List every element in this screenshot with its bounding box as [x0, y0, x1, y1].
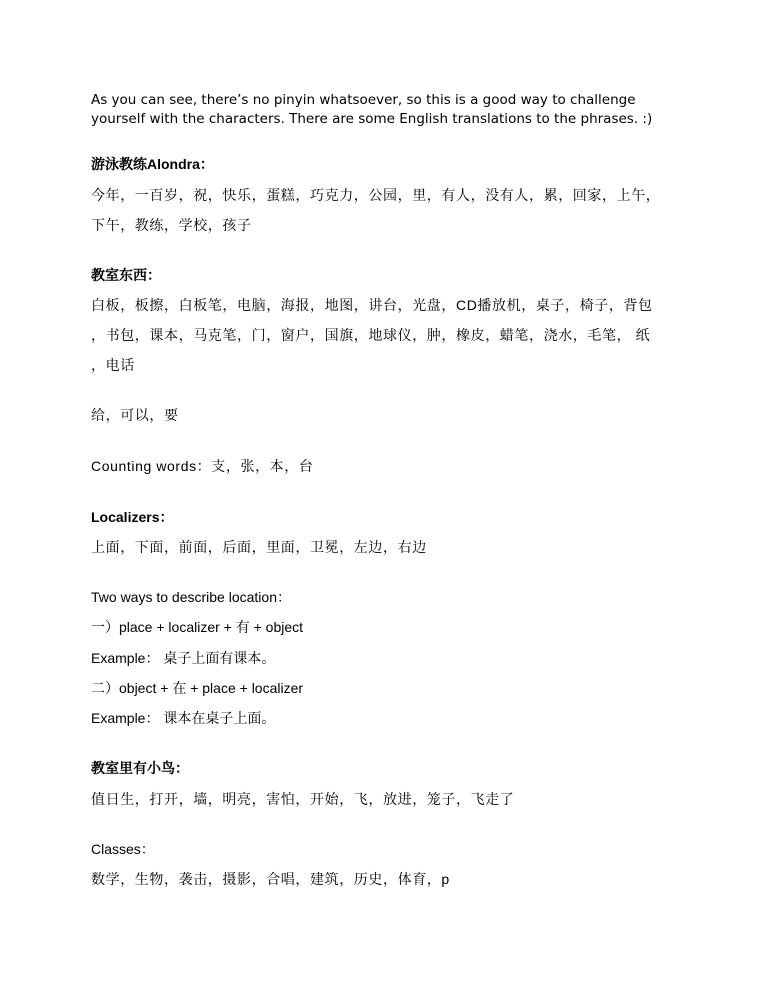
classroom-vocab-line-1: 白板，板擦，白板笔，电脑，海报，地图，讲台，光盘，CD播放机，桌子，椅子，背包: [91, 297, 653, 313]
bird-vocab-line: 值日生，打开，墙，明亮，害怕，开始，飞，放进，笼子，飞走了: [91, 791, 515, 807]
localizers-heading: Localizers：: [91, 509, 174, 525]
coach-vocab-line-2: 下午，教练，学校，孩子: [91, 217, 252, 233]
verbs-line: 给，可以，要: [91, 407, 179, 423]
classroom-heading: 教室东西：: [91, 267, 161, 283]
classroom-vocab-line-3: ，电话: [91, 357, 135, 373]
coach-heading: 游泳教练Alondra：: [91, 156, 214, 172]
location-intro: Two ways to describe location：: [91, 589, 291, 605]
intro-line-1: As you can see, there’s no pinyin whatsoever, so this is a good way to challenge: [91, 92, 636, 108]
bird-heading: 教室里有小鸟：: [91, 760, 189, 776]
classes-vocab-line: 数学，生物，袭击，摄影，合唱，建筑，历史，体育，p: [91, 871, 450, 887]
location-way-1: 一）place + localizer + 有 + object: [91, 619, 304, 635]
location-example-2: Example： 课本在桌子上面。: [91, 710, 276, 726]
intro-line-2: yourself with the characters. There are some English translations to the phrases. :): [91, 111, 653, 127]
localizers-line: 上面，下面，前面，后面，里面，卫冕，左边，右边: [91, 539, 427, 555]
classes-heading: Classes：: [91, 841, 155, 857]
coach-vocab-line-1: 今年，一百岁，祝，快乐，蛋糕，巧克力，公园，里，有人，没有人，累，回家，上午，: [91, 187, 661, 203]
location-example-1: Example： 桌子上面有课本。: [91, 650, 276, 666]
location-way-2: 二）object + 在 + place + localizer: [91, 680, 304, 696]
counting-words-line: Counting words：支，张，本，台: [91, 458, 314, 474]
classroom-vocab-line-2: ，书包，课本，马克笔，门，窗户，国旗，地球仪，肿，橡皮，蜡笔，浇水，毛笔， 纸: [91, 327, 651, 343]
